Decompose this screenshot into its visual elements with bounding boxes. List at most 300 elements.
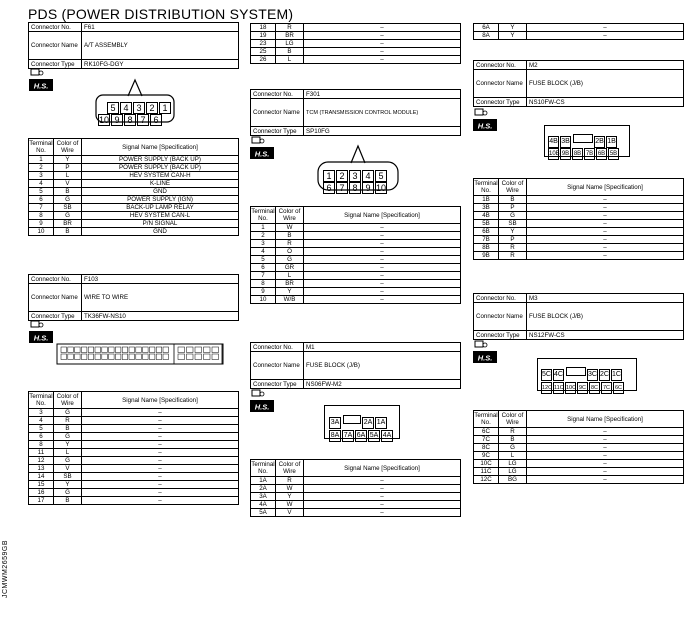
terminal-no: 8 (251, 280, 276, 288)
f103-pin-cell (61, 354, 67, 360)
wire-color: G (276, 256, 304, 264)
pin-number: 5 (107, 102, 119, 114)
terminal-no: 14 (29, 473, 54, 481)
header-terminal-no: Terminal No. (29, 393, 53, 407)
table-row (29, 409, 239, 417)
header-signal-name: Signal Name [Specification] (82, 139, 239, 156)
svg-text:H.S.: H.S. (254, 149, 270, 159)
terminal-no: 5B (474, 220, 499, 228)
wire-color: SB (499, 220, 527, 228)
table-row (29, 457, 239, 465)
terminal-no: 1B (474, 196, 499, 204)
svg-text:H.S.: H.S. (33, 333, 49, 343)
connector-type-value: TK36FW-NS10 (82, 312, 239, 321)
terminal-no: 4 (251, 248, 276, 256)
signal-name: – (527, 24, 684, 32)
wire-color: SB (54, 473, 82, 481)
pin-row-bottom (548, 142, 620, 160)
pin-number: 6 (150, 114, 162, 126)
wire-color: G (499, 212, 527, 220)
label-connector-type: Connector Type (474, 331, 527, 340)
wire-color: B (54, 497, 82, 505)
signal-name: – (82, 441, 239, 449)
table-row (29, 204, 239, 212)
connector-name-value: FUSE BLOCK (J/B) (527, 70, 684, 98)
wire-color: LG (499, 460, 527, 468)
wire-color: G (54, 212, 82, 220)
signal-name: – (527, 468, 684, 476)
pin-number: 9B (560, 148, 571, 160)
wire-color: R (499, 244, 527, 252)
wire-color: B (54, 188, 82, 196)
f103-pin-cell (81, 347, 87, 353)
f103-pin-cell (156, 347, 162, 353)
wire-color: B (276, 48, 304, 56)
f103-pin-cell (163, 347, 169, 353)
f103-pin-cell (75, 354, 81, 360)
terminal-no: 2 (29, 164, 54, 172)
connector-info-f103 (28, 274, 239, 321)
signal-table-f103 (28, 391, 239, 505)
label-connector-name: Connector Name (29, 32, 82, 60)
table-row (29, 441, 239, 449)
wire-color: V (54, 180, 82, 188)
signal-table-m2 (473, 178, 684, 260)
wire-color: Y (54, 156, 82, 164)
f103-pin-cell (178, 347, 185, 353)
table-row (29, 164, 239, 172)
connector-face-f103 (56, 343, 224, 365)
terminal-no: 2A (251, 485, 276, 493)
connector-info-f301 (250, 89, 461, 136)
connector-name-value: TCM (TRANSMISSION CONTROL MODULE) (304, 99, 461, 127)
connector-info-m1 (250, 342, 461, 389)
terminal-no: 6C (474, 428, 499, 436)
pin-number: 5B (608, 148, 619, 160)
signal-name: – (82, 481, 239, 489)
table-row (251, 248, 461, 256)
wire-color: Y (276, 493, 304, 501)
pin-number: 7 (137, 114, 149, 126)
terminal-no: 1 (29, 156, 54, 164)
pin-number: 8 (349, 182, 361, 194)
header-terminal-no: Terminal No. (29, 140, 53, 154)
f103-pin-cell (68, 354, 74, 360)
connector-type-value: NS10FW-CS (527, 98, 684, 107)
hs-icon (473, 339, 497, 368)
header-color-of-wire: Color of Wire (276, 207, 304, 224)
wire-color: G (54, 457, 82, 465)
pin-number: 4B (548, 136, 559, 148)
wire-color: B (276, 232, 304, 240)
terminal-no: 2 (251, 232, 276, 240)
pin-number: 4 (362, 170, 374, 182)
terminal-no: 4 (29, 180, 54, 188)
f103-pin-cell (95, 354, 101, 360)
header-terminal-no: Terminal No. (474, 412, 498, 426)
pin-number: 10C (565, 382, 576, 394)
table-row (474, 252, 684, 260)
connector-no-value: F61 (82, 23, 239, 32)
header-color-of-wire: Color of Wire (54, 392, 82, 409)
hs-icon (473, 107, 497, 136)
table-row (251, 296, 461, 304)
f103-pin-cell (143, 354, 149, 360)
wire-color: R (499, 252, 527, 260)
table-row (29, 180, 239, 188)
table-row (474, 204, 684, 212)
f103-pin-cell (212, 347, 219, 353)
table-row (251, 280, 461, 288)
wire-color: SB (54, 204, 82, 212)
signal-name: – (527, 220, 684, 228)
signal-table-m3 (473, 410, 684, 484)
pin-number: 5A (368, 430, 380, 442)
table-row (474, 196, 684, 204)
pin-number: 4 (120, 102, 132, 114)
terminal-no: 6B (474, 228, 499, 236)
pin-number: 8C (589, 382, 600, 394)
f103-pin-cell (81, 354, 87, 360)
terminal-no: 8A (474, 32, 499, 40)
table-row (474, 244, 684, 252)
terminal-no: 7B (474, 236, 499, 244)
signal-name: – (304, 477, 461, 485)
connector-no-value: F301 (304, 90, 461, 99)
wire-color: LG (276, 40, 304, 48)
pin-number: 12C (541, 382, 552, 394)
wire-color: P (54, 164, 82, 172)
table-row (474, 468, 684, 476)
label-connector-name: Connector Name (474, 70, 527, 98)
hs-icon (29, 319, 53, 348)
pin-number: 10 (99, 115, 110, 125)
wire-color: G (54, 489, 82, 497)
wire-color: B (499, 196, 527, 204)
label-connector-no: Connector No. (474, 61, 527, 70)
table-row (251, 509, 461, 517)
wire-color: LG (499, 468, 527, 476)
signal-name: – (304, 280, 461, 288)
label-connector-type: Connector Type (29, 60, 82, 69)
f103-pin-cell (195, 347, 202, 353)
wire-color: Y (54, 481, 82, 489)
terminal-no: 18 (251, 24, 276, 32)
svg-text:H.S.: H.S. (254, 402, 270, 412)
table-row (29, 228, 239, 236)
signal-table-f61 (28, 138, 239, 236)
pin-number: 2A (362, 417, 374, 429)
pin-number: 6B (596, 148, 607, 160)
terminal-no: 26 (251, 56, 276, 64)
terminal-no: 25 (251, 48, 276, 56)
signal-name: – (304, 32, 461, 40)
pin-number: 3A (329, 417, 341, 429)
pin-blank (343, 415, 361, 424)
table-row (474, 220, 684, 228)
signal-name: – (527, 452, 684, 460)
signal-table-f103-cont (250, 23, 461, 64)
table-row (29, 417, 239, 425)
header-terminal-no: Terminal No. (474, 180, 498, 194)
table-row (251, 256, 461, 264)
table-row (29, 212, 239, 220)
signal-name: – (82, 489, 239, 497)
f103-pin-cell (122, 354, 128, 360)
connector-no-value: M3 (527, 294, 684, 303)
terminal-no: 19 (251, 32, 276, 40)
header-terminal-no: Terminal No. (251, 208, 275, 222)
svg-text:H.S.: H.S. (477, 121, 493, 131)
f103-pin-cell (187, 354, 194, 360)
f103-pin-cell (195, 354, 202, 360)
table-row (251, 232, 461, 240)
wire-color: V (54, 465, 82, 473)
label-connector-name: Connector Name (251, 352, 304, 380)
terminal-no: 5 (251, 256, 276, 264)
f103-pin-cell (129, 347, 135, 353)
table-row (29, 449, 239, 457)
signal-name: – (304, 40, 461, 48)
f103-pin-cell (122, 347, 128, 353)
f103-pin-cell (212, 354, 219, 360)
label-connector-type: Connector Type (474, 98, 527, 107)
table-row (251, 48, 461, 56)
terminal-no: 3B (474, 204, 499, 212)
terminal-no: 8 (29, 441, 54, 449)
signal-name: – (82, 473, 239, 481)
svg-text:H.S.: H.S. (33, 81, 49, 91)
signal-name: – (304, 264, 461, 272)
connector-name-value: FUSE BLOCK (J/B) (527, 303, 684, 331)
terminal-no: 11C (474, 468, 499, 476)
wire-color: L (276, 272, 304, 280)
wire-color: L (499, 452, 527, 460)
terminal-no: 4 (29, 417, 54, 425)
pin-number: 6 (323, 182, 335, 194)
terminal-no: 6 (29, 196, 54, 204)
table-row (474, 24, 684, 32)
wire-color: R (276, 477, 304, 485)
terminal-no: 12 (29, 457, 54, 465)
signal-name: – (527, 444, 684, 452)
pin-number: 11C (553, 382, 564, 394)
signal-name: – (527, 436, 684, 444)
terminal-no: 11 (29, 449, 54, 457)
pin-number: 2 (146, 102, 158, 114)
signal-name: – (304, 493, 461, 501)
signal-name: – (527, 204, 684, 212)
terminal-no: 15 (29, 481, 54, 489)
signal-name: P/N SIGNAL (82, 220, 239, 228)
table-row (474, 460, 684, 468)
signal-name: – (527, 252, 684, 260)
signal-name: – (304, 256, 461, 264)
wire-color: Y (54, 441, 82, 449)
wire-color: Y (499, 24, 527, 32)
terminal-no: 5 (29, 425, 54, 433)
signal-name: – (82, 425, 239, 433)
document-code: JCMWM2659GB (2, 540, 9, 599)
signal-name: – (304, 56, 461, 64)
wire-color: V (276, 509, 304, 517)
table-row (29, 433, 239, 441)
table-row (474, 476, 684, 484)
wire-color: B (54, 425, 82, 433)
table-row (474, 228, 684, 236)
signal-name: – (527, 32, 684, 40)
terminal-no: 9 (29, 220, 54, 228)
terminal-no: 3 (29, 409, 54, 417)
signal-name: – (527, 236, 684, 244)
terminal-no: 6 (251, 264, 276, 272)
connector-no-value: M1 (304, 343, 461, 352)
f103-pin-cell (204, 347, 211, 353)
f103-pin-cell (187, 347, 194, 353)
signal-name: – (304, 509, 461, 517)
label-connector-no: Connector No. (251, 90, 304, 99)
wire-color: Y (499, 32, 527, 40)
wire-color: G (54, 409, 82, 417)
f103-pin-cell (102, 354, 108, 360)
connector-info-m3 (473, 293, 684, 340)
terminal-no: 1A (251, 477, 276, 485)
table-row (251, 485, 461, 493)
wire-color: G (54, 196, 82, 204)
table-row (251, 240, 461, 248)
pin-row-bottom (323, 178, 388, 196)
f103-pin-cell (156, 354, 162, 360)
signal-name: – (304, 296, 461, 304)
terminal-no: 10 (251, 296, 276, 304)
wire-color: O (276, 248, 304, 256)
table-row (29, 156, 239, 164)
pin-number: 1 (159, 102, 171, 114)
terminal-no: 9B (474, 252, 499, 260)
signal-name: – (527, 428, 684, 436)
signal-name: – (527, 212, 684, 220)
signal-name: – (527, 476, 684, 484)
terminal-no: 7C (474, 436, 499, 444)
label-connector-type: Connector Type (251, 380, 304, 389)
pin-number: 9 (111, 114, 123, 126)
signal-name: HEV SYSTEM CAN-H (82, 172, 239, 180)
signal-name: HEV SYSTEM CAN-L (82, 212, 239, 220)
table-row (474, 212, 684, 220)
hs-icon (250, 135, 274, 164)
signal-name: – (82, 433, 239, 441)
pin-number: 8B (572, 148, 583, 160)
label-connector-name: Connector Name (29, 284, 82, 312)
terminal-no: 3A (251, 493, 276, 501)
signal-name: – (82, 417, 239, 425)
header-signal-name: Signal Name [Specification] (304, 207, 461, 224)
signal-name: – (82, 409, 239, 417)
pin-number: 8 (124, 114, 136, 126)
f103-pin-cell (88, 354, 94, 360)
label-connector-name: Connector Name (251, 99, 304, 127)
signal-name: POWER SUPPLY (BACK UP) (82, 164, 239, 172)
header-signal-name: Signal Name [Specification] (82, 392, 239, 409)
table-row (29, 196, 239, 204)
terminal-no: 3 (251, 240, 276, 248)
pin-number: 3C (587, 369, 598, 381)
pin-row-bottom (329, 424, 394, 442)
terminal-no: 5A (251, 509, 276, 517)
signal-name: GND (82, 228, 239, 236)
f103-pin-cell (163, 354, 169, 360)
terminal-no: 13 (29, 465, 54, 473)
connector-type-value: NS06FW-M2 (304, 380, 461, 389)
f103-pin-cell (136, 347, 142, 353)
wire-color: L (54, 172, 82, 180)
connector-name-value: WIRE TO WIRE (82, 284, 239, 312)
pin-number: 7B (584, 148, 595, 160)
signal-name: – (82, 497, 239, 505)
table-row (251, 32, 461, 40)
connector-name-value: A/T ASSEMBLY (82, 32, 239, 60)
hs-icon (250, 388, 274, 417)
label-connector-type: Connector Type (251, 127, 304, 136)
table-row (251, 24, 461, 32)
f103-pin-cell (109, 347, 115, 353)
signal-name: – (304, 48, 461, 56)
pin-number: 3B (560, 136, 571, 148)
label-connector-no: Connector No. (474, 294, 527, 303)
pin-number: 6C (613, 382, 624, 394)
table-row (251, 477, 461, 485)
wire-color: Y (499, 228, 527, 236)
signal-name: – (304, 248, 461, 256)
f103-pin-cell (149, 347, 155, 353)
terminal-no: 3 (29, 172, 54, 180)
header-signal-name: Signal Name [Specification] (304, 460, 461, 477)
table-row (29, 188, 239, 196)
signal-name: – (304, 501, 461, 509)
signal-name: – (304, 224, 461, 232)
wire-color: P (499, 236, 527, 244)
wire-color: GR (276, 264, 304, 272)
pin-number: 2 (336, 170, 348, 182)
f103-pin-cell (61, 347, 67, 353)
terminal-no: 6A (474, 24, 499, 32)
pin-number: 3 (133, 102, 145, 114)
table-row (29, 481, 239, 489)
signal-table-f301 (250, 206, 461, 304)
pin-number: 1C (611, 369, 622, 381)
f103-pin-cell (136, 354, 142, 360)
wire-color: W (276, 224, 304, 232)
terminal-no: 1 (251, 224, 276, 232)
signal-table-m1-cont (473, 23, 684, 40)
label-connector-type: Connector Type (29, 312, 82, 321)
f103-pin-cell (75, 347, 81, 353)
header-color-of-wire: Color of Wire (276, 460, 304, 477)
signal-name: – (304, 232, 461, 240)
page-title: PDS (POWER DISTRIBUTION SYSTEM) (28, 6, 294, 22)
wire-color: Y (276, 288, 304, 296)
signal-name: – (527, 460, 684, 468)
pin-number: 3 (349, 170, 361, 182)
f103-pin-cell (115, 354, 121, 360)
label-connector-no: Connector No. (251, 343, 304, 352)
f103-pin-cell (204, 354, 211, 360)
terminal-no: 16 (29, 489, 54, 497)
terminal-no: 7 (251, 272, 276, 280)
signal-name: – (304, 272, 461, 280)
pin-number: 2C (599, 369, 610, 381)
terminal-no: 4B (474, 212, 499, 220)
